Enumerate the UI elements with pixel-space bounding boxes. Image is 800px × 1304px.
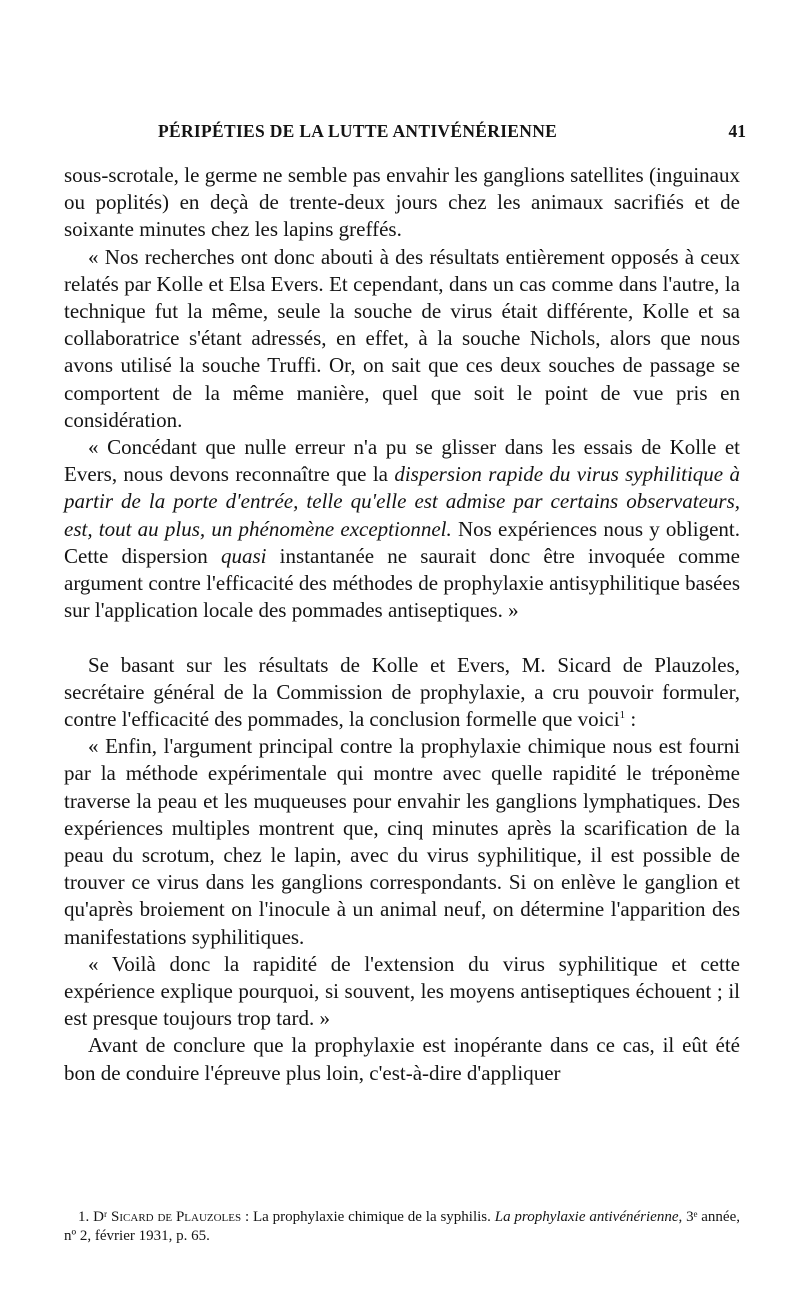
paragraph-1: sous-scrotale, le germe ne semble pas envahir les ganglions satellites (inguinaux ou poplités) en deçà de trente-deux jours chez les animaux sacrifiés et de soixante minutes chez les lapins greffés. xyxy=(64,163,740,242)
page-header xyxy=(64,121,746,151)
footnote-reference: 1 xyxy=(619,709,626,722)
paragraph-3-text-start: « Concédant que nulle erreur n'a pu se glisser dans les essais de Kolle et Evers, nous devons reconnaître que la xyxy=(64,435,740,487)
footnotes xyxy=(64,1208,740,1246)
paragraph-3-text-end: instantanée ne saurait donc être invoquée comme argument contre l'efficacité des méthodes de prophylaxie antisyphilitique basées sur l'application locale des pommades antiseptiques. » xyxy=(64,543,740,623)
paragraph-3 xyxy=(64,434,740,624)
paragraph-7: Avant de conclure que la prophylaxie est inopérante dans ce cas, il eût été bon de conduire l'épreuve plus loin, c'est-à-dire d'appliquer xyxy=(64,1033,740,1085)
paragraph-6: « Voilà donc la rapidité de l'extension du virus syphilitique et cette expérience explique pourquoi, si souvent, les moyens antiseptiques échouent ; il est presque toujours trop tard. » xyxy=(64,951,740,1031)
paragraph-4-text: Se basant sur les résultats de Kolle et Evers, M. Sicard de Plauzoles, secrétaire général de la Commission de prophylaxie, a cru pouvoir formuler, contre l'efficacité des pommades, la conclusion formelle que voici xyxy=(64,652,740,732)
paragraph-4 xyxy=(64,652,740,734)
paragraph-5: « Enfin, l'argument principal contre la prophylaxie chimique nous est fourni par la méthode expérimentale qui montre avec quelle rapidité le tréponème traverse la peau et les muqueuses pour envahir les ganglions lymphatiques. Des expériences multiples montrent que, cinq minutes après la scarification de la peau du scrotum, chez le lapin, avec du virus syphilitique, il est possible de trouver ce virus dans les ganglions correspondants. Si on enlève le ganglion et qu'après broiement on l'inocule à un animal neuf, on détermine l'apparition des manifestations syphilitiques. xyxy=(64,734,740,949)
paragraph-2: « Nos recherches ont donc abouti à des résultats entièrement opposés à ceux relatés par Kolle et Elsa Evers. Et cependant, dans un cas comme dans l'autre, la technique fut la même, seule la souche de virus était différente, Kolle et sa collaboratrice s'étant adressés, en effet, à la souche Nichols, alors que nous avons utilisé la souche Truffi. Or, on sait que ces deux souches de passage se comportent de la même manière, quel que soit le point de vue pris en considération. xyxy=(64,244,740,432)
footnote-author: Dʳ Sicard de Plauzoles xyxy=(93,1209,242,1225)
footnote-title: : La prophylaxie chimique de la syphilis. xyxy=(244,1209,495,1225)
footnote-number: 1. xyxy=(78,1209,90,1225)
paragraph-4-text-end: : xyxy=(625,707,637,732)
paragraph-3-italic-passage: dispersion rapide du virus syphilitique à partir de la porte d'entrée, telle qu'elle est admise par certains observateurs, est, tout au plus, un phénomène exceptionnel. xyxy=(64,462,740,541)
body-text xyxy=(64,162,740,1087)
page-number: 41 xyxy=(728,121,746,141)
paragraph-3-text-middle: Nos expériences nous y obligent. Cette dispersion xyxy=(64,516,740,568)
book-page xyxy=(64,0,746,1304)
footnote-1 xyxy=(64,1208,740,1246)
paragraph-3-italic-word: quasi xyxy=(220,543,267,568)
running-title: PÉRIPÉTIES DE LA LUTTE ANTIVÉNÉRIENNE xyxy=(158,121,558,141)
footnote-details: , 3ᵉ année, nº 2, février 1931, p. 65. xyxy=(64,1209,740,1244)
footnote-journal: La prophylaxie antivénérienne xyxy=(494,1209,679,1225)
